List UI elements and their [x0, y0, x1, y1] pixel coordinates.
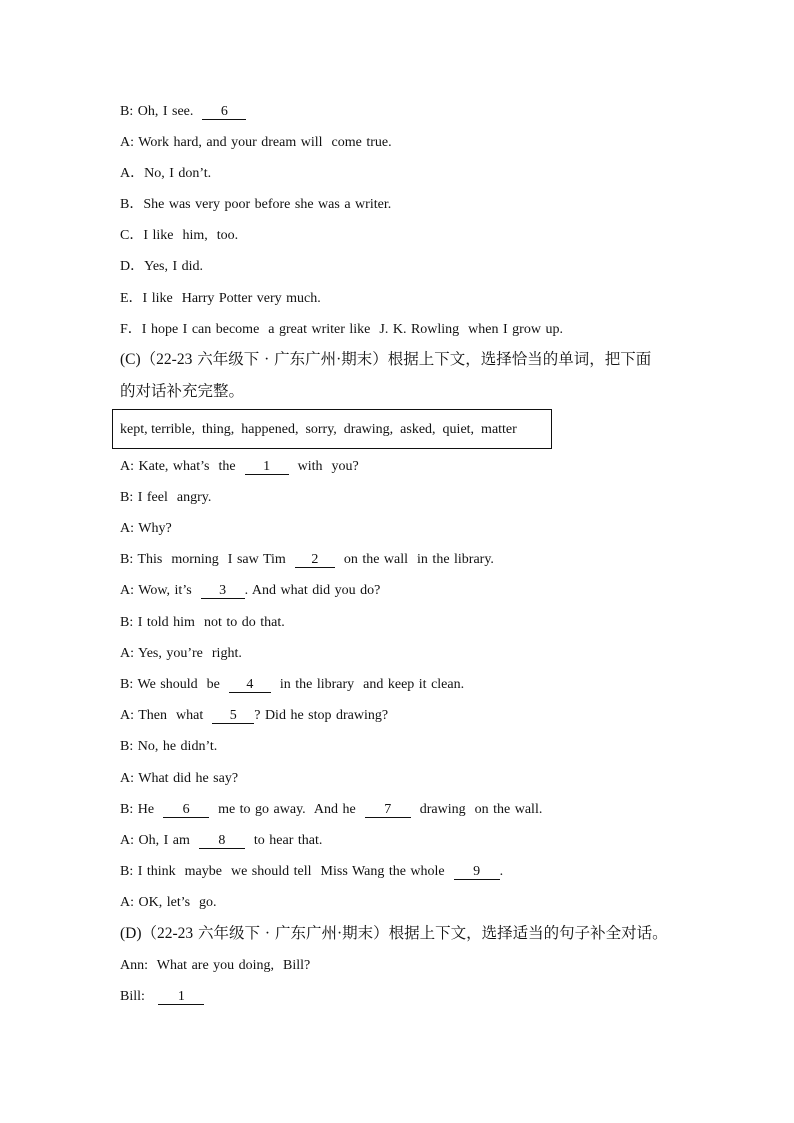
option-a: A．No, I don’t. [120, 166, 212, 181]
answer-blank: 7 [365, 803, 411, 818]
dialogue-line: A: Yes, you’re right. [120, 646, 242, 661]
line-text: in the library and keep it clean. [270, 677, 465, 692]
dialogue-line: A: Work hard, and your dream will come true. [120, 135, 392, 150]
answer-blank: 3 [201, 584, 245, 599]
line-text: to hear that. [244, 833, 323, 848]
line-text: drawing on the wall. [410, 802, 543, 817]
line-text: with you? [288, 459, 359, 474]
answer-blank: 9 [454, 865, 500, 880]
dialogue-line: B: I told him not to do that. [120, 615, 285, 630]
line-text: A: Kate, what’s the [120, 459, 245, 474]
dialogue-line [120, 103, 246, 121]
dialogue-line: A: OK, let’s go. [120, 895, 217, 910]
line-text: Bill: [120, 989, 159, 1004]
dialogue-line: A: What did he say? [120, 771, 239, 786]
line-text: A: Wow, it’s [120, 583, 201, 598]
line-text: me to go away. And he [209, 802, 365, 817]
option-b: B．She was very poor before she was a writer. [120, 197, 392, 212]
section-d-heading: (D)（22-23 六年级下 · 广东广州·期末）根据上下文，选择适当的句子补全对话。 [120, 925, 668, 942]
dialogue-line: B: I feel angry. [120, 490, 212, 505]
dialogue-line [120, 801, 542, 819]
line-text: . [499, 864, 504, 879]
option-f: F．I hope I can become a great writer like J. K. Rowling when I grow up. [120, 322, 563, 337]
line-text: B: This morning I saw Tim [120, 552, 295, 567]
dialogue-line [120, 832, 322, 850]
word-bank-text: kept, terrible, thing, happened, sorry, drawing, asked, quiet, matter [120, 422, 517, 437]
line-text: ? Did he stop drawing? [254, 708, 389, 723]
answer-blank: 8 [199, 834, 245, 849]
dialogue-line [120, 988, 204, 1006]
dialogue-line: A: Why? [120, 521, 172, 536]
dialogue-line [120, 582, 380, 600]
answer-blank: 5 [212, 709, 254, 724]
answer-blank: 6 [163, 803, 209, 818]
dialogue-line [120, 458, 359, 476]
dialogue-line: Ann: What are you doing, Bill? [120, 958, 311, 973]
answer-blank: 4 [229, 678, 271, 693]
dialogue-line [120, 676, 464, 694]
line-text: A: Then what [120, 708, 213, 723]
line-text: B: I think maybe we should tell Miss Wang the whole [120, 864, 454, 879]
section-c-heading-cont: 的对话补充完整。 [120, 383, 245, 400]
dialogue-line [120, 707, 388, 725]
line-text: B: We should be [120, 677, 229, 692]
option-c: C．I like him, too. [120, 228, 239, 243]
dialogue-line: B: No, he didn’t. [120, 739, 218, 754]
answer-blank: 2 [295, 553, 335, 568]
dialogue-line [120, 863, 503, 881]
line-text: B: Oh, I see. [120, 104, 203, 119]
option-d: D．Yes, I did. [120, 259, 204, 274]
line-text: A: Oh, I am [120, 833, 199, 848]
answer-blank: 1 [245, 460, 289, 475]
line-text: on the wall in the library. [334, 552, 494, 567]
dialogue-line [120, 551, 494, 569]
line-text: . And what did you do? [244, 583, 381, 598]
line-text: B: He [120, 802, 164, 817]
word-bank-box [112, 409, 552, 449]
answer-blank: 1 [158, 990, 204, 1005]
answer-blank: 6 [202, 105, 246, 120]
section-c-heading: (C)（22-23 六年级下 · 广东广州·期末）根据上下文，选择恰当的单词，把下面 [120, 351, 652, 368]
option-e: E．I like Harry Potter very much. [120, 291, 321, 306]
